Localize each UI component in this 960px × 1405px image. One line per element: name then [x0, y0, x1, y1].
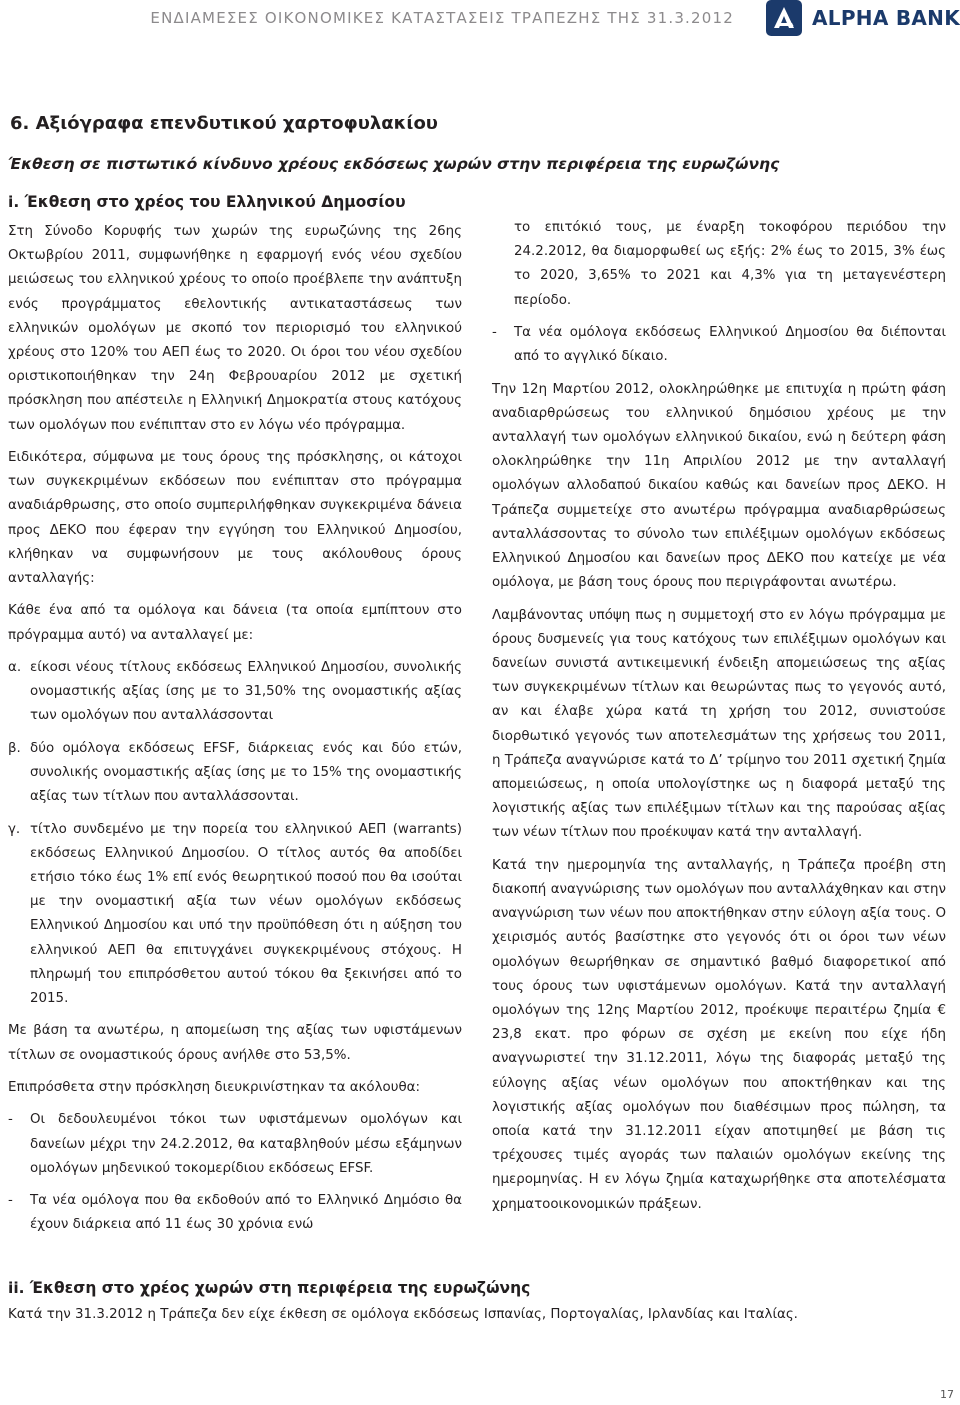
page-header: [0, 0, 960, 40]
list-item: [8, 1108, 462, 1181]
list-item-continuation: [492, 216, 946, 313]
paragraph: Ειδικότερα, σύμφωνα με τους όρους της πρόσκλησης, οι κάτοχοι των συγκεκριμένων εκδόσεων που ενέπιπταν στο πρόγραμμα αναδιάρθρωσης, στο οποίο συμπεριλήφθηκαν συγκεκριμένα δάνεια προς ΔΕΚΟ που έφεραν την εγγύηση του Ελληνικού Δημοσίου, κλήθηκαν να συμφωνήσουν με τους ακόλουθους όρους ανταλλαγής:: [8, 450, 462, 587]
list-item-text: Οι δεδουλευμένοι τόκοι των υφιστάμενων ομολόγων και δανείων μέχρι την 24.2.2012, θα καταβληθούν μέσω εξάμηνων ομολόγων μηδενικού τοκομερίδιου εκδόσεως EFSF.: [30, 1112, 462, 1176]
page-number: 17: [940, 1388, 954, 1401]
part-ii-title: ii. Έκθεση στο χρέος χωρών στη περιφέρεια της ευρωζώνης: [8, 1279, 531, 1297]
list-marker: -: [8, 1193, 13, 1209]
list-marker: γ.: [8, 821, 21, 837]
list-item: [492, 321, 946, 369]
paragraph: Στη Σύνοδο Κορυφής των χωρών της ευρωζώνης της 26ης Οκτωβρίου 2011, συμφωνήθηκε η εφαρμογή ενός νέου σχεδίου μειώσεως του ελληνικού χρέους το οποίο προέβλεπε την ανάπτυξη ενός προγράμματος εθελοντικής αντικαταστάσεως των ελληνικών ομολόγων με σκοπό τον περιορισμό του ελληνικού χρέους στο 120% του ΑΕΠ έως το 2020. Οι όροι του νέου σχεδίου οριστικοποιήθηκαν την 24η Φεβρουαρίου 2012 με σχετική πρόσκληση που απέστειλε η Ελληνική Δημοκρατία στους κατόχους των ομολόγων που ενέπιπταν στο εν λόγω νέο πρόγραμμα.: [8, 224, 462, 433]
alpha-bank-logo: [766, 0, 960, 36]
paragraph: Κατά την ημερομηνία της ανταλλαγής, η Τράπεζα προέβη στη διακοπή αναγνώρισης των ομολόγων που ανταλλάχθηκαν και στην αναγνώριση των νέων που αποκτήθηκαν στην εύλογη αξία τους. Ο χειρισμός αυτός βασίστηκε στο γεγονός ότι οι όροι των νέων ομολόγων θεωρήθηκαν σε σημαντικό βαθμό διαφορετικοί από τους όρους των υφιστάμενων ομολόγων. Κατά την ανταλλαγή ομολόγων της 12ης Μαρτίου 2012, προέκυψε περαιτέρω ζημία € 23,8 εκατ. προ φόρων σε σχέση με εκείνη που είχε ήδη αναγνωριστεί την 31.12.2011, λόγω της διαφοράς μεταξύ της εύλογης αξίας νέων ομολόγων που αποκτήθηκαν και της λογιστικής αξίας ομολόγων που διαθέσιμων προς πώληση, τα οποία κατά την 31.12.2011 είχαν αποτιμηθεί με βάση τις τρέχουσες τιμές αγοράς των παλαιών ομολόγων εκείνης της ημερομηνίας. Η εν λόγω ζημία καταχωρήθηκε στα αποτελέσματα χρηματοοικονομικών πράξεων.: [492, 857, 946, 1212]
list-marker: -: [492, 325, 497, 340]
list-item-text: Τα νέα ομόλογα εκδόσεως Ελληνικού Δημοσίου θα διέπονται από το αγγλικό δίκαιο.: [514, 325, 946, 365]
report-title: ΕΝΔΙΑΜΕΣΕΣ ΟΙΚΟΝΟΜΙΚΕΣ ΚΑΤΑΣΤΑΣΕΙΣ ΤΡΑΠΕΖΗΣ ΤΗΣ 31.3.2012: [150, 9, 734, 27]
section-title: 6. Αξιόγραφα επενδυτικού χαρτοφυλακίου: [10, 113, 438, 134]
right-column: [492, 216, 946, 1225]
list-marker: β.: [8, 740, 21, 756]
paragraph: Επιπρόσθετα στην πρόσκληση διευκρινίστηκαν τα ακόλουθα:: [8, 1080, 421, 1096]
paragraph: Κατά την 31.3.2012 η Τράπεζα δεν είχε έκθεση σε ομόλογα εκδόσεως Ισπανίας, Πορτογαλίας, Ιρλανδίας και Ιταλίας.: [8, 1307, 798, 1322]
part-i-title: i. Έκθεση στο χρέος του Ελληνικού Δημοσίου: [8, 193, 406, 211]
list-marker: α.: [8, 660, 22, 676]
list-item-text: δύο ομόλογα εκδόσεως EFSF, διάρκειας ενός και δύο ετών, συνολικής ονομαστικής αξίας ίσης με το 15% της ονομαστικής αξίας των τίτλων που ανταλλάσσονται.: [30, 740, 462, 805]
list-item-text: είκοσι νέους τίτλους εκδόσεως Ελληνικού Δημοσίου, συνολικής ονομαστικής αξίας ίσης με το 31,50% της ονομαστικής αξίας των ομολόγων που ανταλλάσσονται: [30, 660, 462, 724]
left-column: [8, 220, 462, 1246]
paragraph: Κάθε ένα από τα ομόλογα και δάνεια (τα οποία εμπίπτουν στο πρόγραμμα αυτό) να ανταλλαγεί με:: [8, 603, 462, 643]
list-item: [8, 1189, 462, 1237]
subsection-title: Έκθεση σε πιστωτικό κίνδυνο χρέους εκδόσεως χωρών στην περιφέρεια της ευρωζώνης: [8, 155, 780, 173]
list-item: [8, 737, 462, 810]
paragraph: Την 12η Μαρτίου 2012, ολοκληρώθηκε με επιτυχία η πρώτη φάση αναδιαρθρώσεως του ελληνικού δημόσιου χρέους με την ανταλλαγή των ομολόγων ελληνικού δικαίου, ενώ η δεύτερη φάση ολοκληρώθηκε την 11η Απριλίου 2012 με την ανταλλαγή ομολόγων αλλοδαπού δικαίου καθώς και δανείων προς ΔΕΚΟ. Η Τράπεζα συμμετείχε στο ανωτέρω πρόγραμμα αναδιαρθρώσεως ανταλλάσσοντας το σύνολο των επιλέξιμων ομολόγων εκδόσεως Ελληνικού Δημοσίου και δανείων προς ΔΕΚΟ που κατείχε με νέα ομόλογα, με βάση τους όρους που περιγράφονται ανωτέρω.: [492, 381, 946, 591]
bank-name: ALPHA BANK: [812, 6, 960, 30]
alpha-bank-logo-icon: [766, 0, 804, 36]
list-item-text: Τα νέα ομόλογα που θα εκδοθούν από το Ελληνικό Δημόσιο θα έχουν διάρκεια από 11 έως 30 χρόνια ενώ: [30, 1193, 462, 1233]
list-item-text: τίτλο συνδεμένο με την πορεία του ελληνικού ΑΕΠ (warrants) εκδόσεως Ελληνικού Δημοσίου. Ο τίτλος αυτός θα αποδίδει ετήσιο τόκο έως 1% επί ενός θεωρητικού ποσού που θα ισούται με την ονομαστική αξία των νέων ομολόγων εκδόσεως Ελληνικού Δημοσίου και υπό την προϋπόθεση ότι η αύξηση του ελληνικού ΑΕΠ θα επιτυγχάνει συγκεκριμένους στόχους. Η πληρωμή του επιπρόσθετου αυτού τόκου θα ξεκινήσει από το 2015.: [30, 821, 462, 1007]
paragraph: Με βάση τα ανωτέρω, η απομείωση της αξίας των υφιστάμενων τίτλων σε ονομαστικούς όρους ανήλθε στο 53,5%.: [8, 1023, 462, 1063]
list-item: [8, 656, 462, 729]
paragraph: Λαμβάνοντας υπόψη πως η συμμετοχή στο εν λόγω πρόγραμμα με όρους δυσμενείς για τους κατόχους των επιλέξιμων ομολόγων και δανείων συνιστά αντικειμενική ένδειξη απομειώσεως της αξίας των συγκεκριμένων τίτλων και θεωρώντας πως το γεγονός αυτό, αν και έλαβε χώρα κατά τη χρήση του 2012, συνιστούσε διορθωτικό γεγονός των αποτελεσμάτων της χρήσεως του 2011, η Τράπεζα αναγνώρισε κατά το Δ’ τρίμηνο του 2011 σχετική ζημία απομειώσεως, η οποία υπολογίστηκε ως η διαφορά μεταξύ της λογιστικής αξίας των επιλέξιμων τίτλων και της παρούσας αξίας των νέων τίτλων που προέκυψαν κατά την ανταλλαγή.: [492, 607, 946, 841]
list-marker: -: [8, 1112, 13, 1128]
list-item-text: το επιτόκιό τους, με έναρξη τοκοφόρου περιόδου την 24.2.2012, θα διαμορφωθεί ως εξής: 2% έως το 2015, 3% έως το 2020, 3,65% το 2021 και 4,3% για τη μεταγενέστερη περίοδο.: [514, 220, 946, 308]
list-item: [8, 818, 462, 1012]
